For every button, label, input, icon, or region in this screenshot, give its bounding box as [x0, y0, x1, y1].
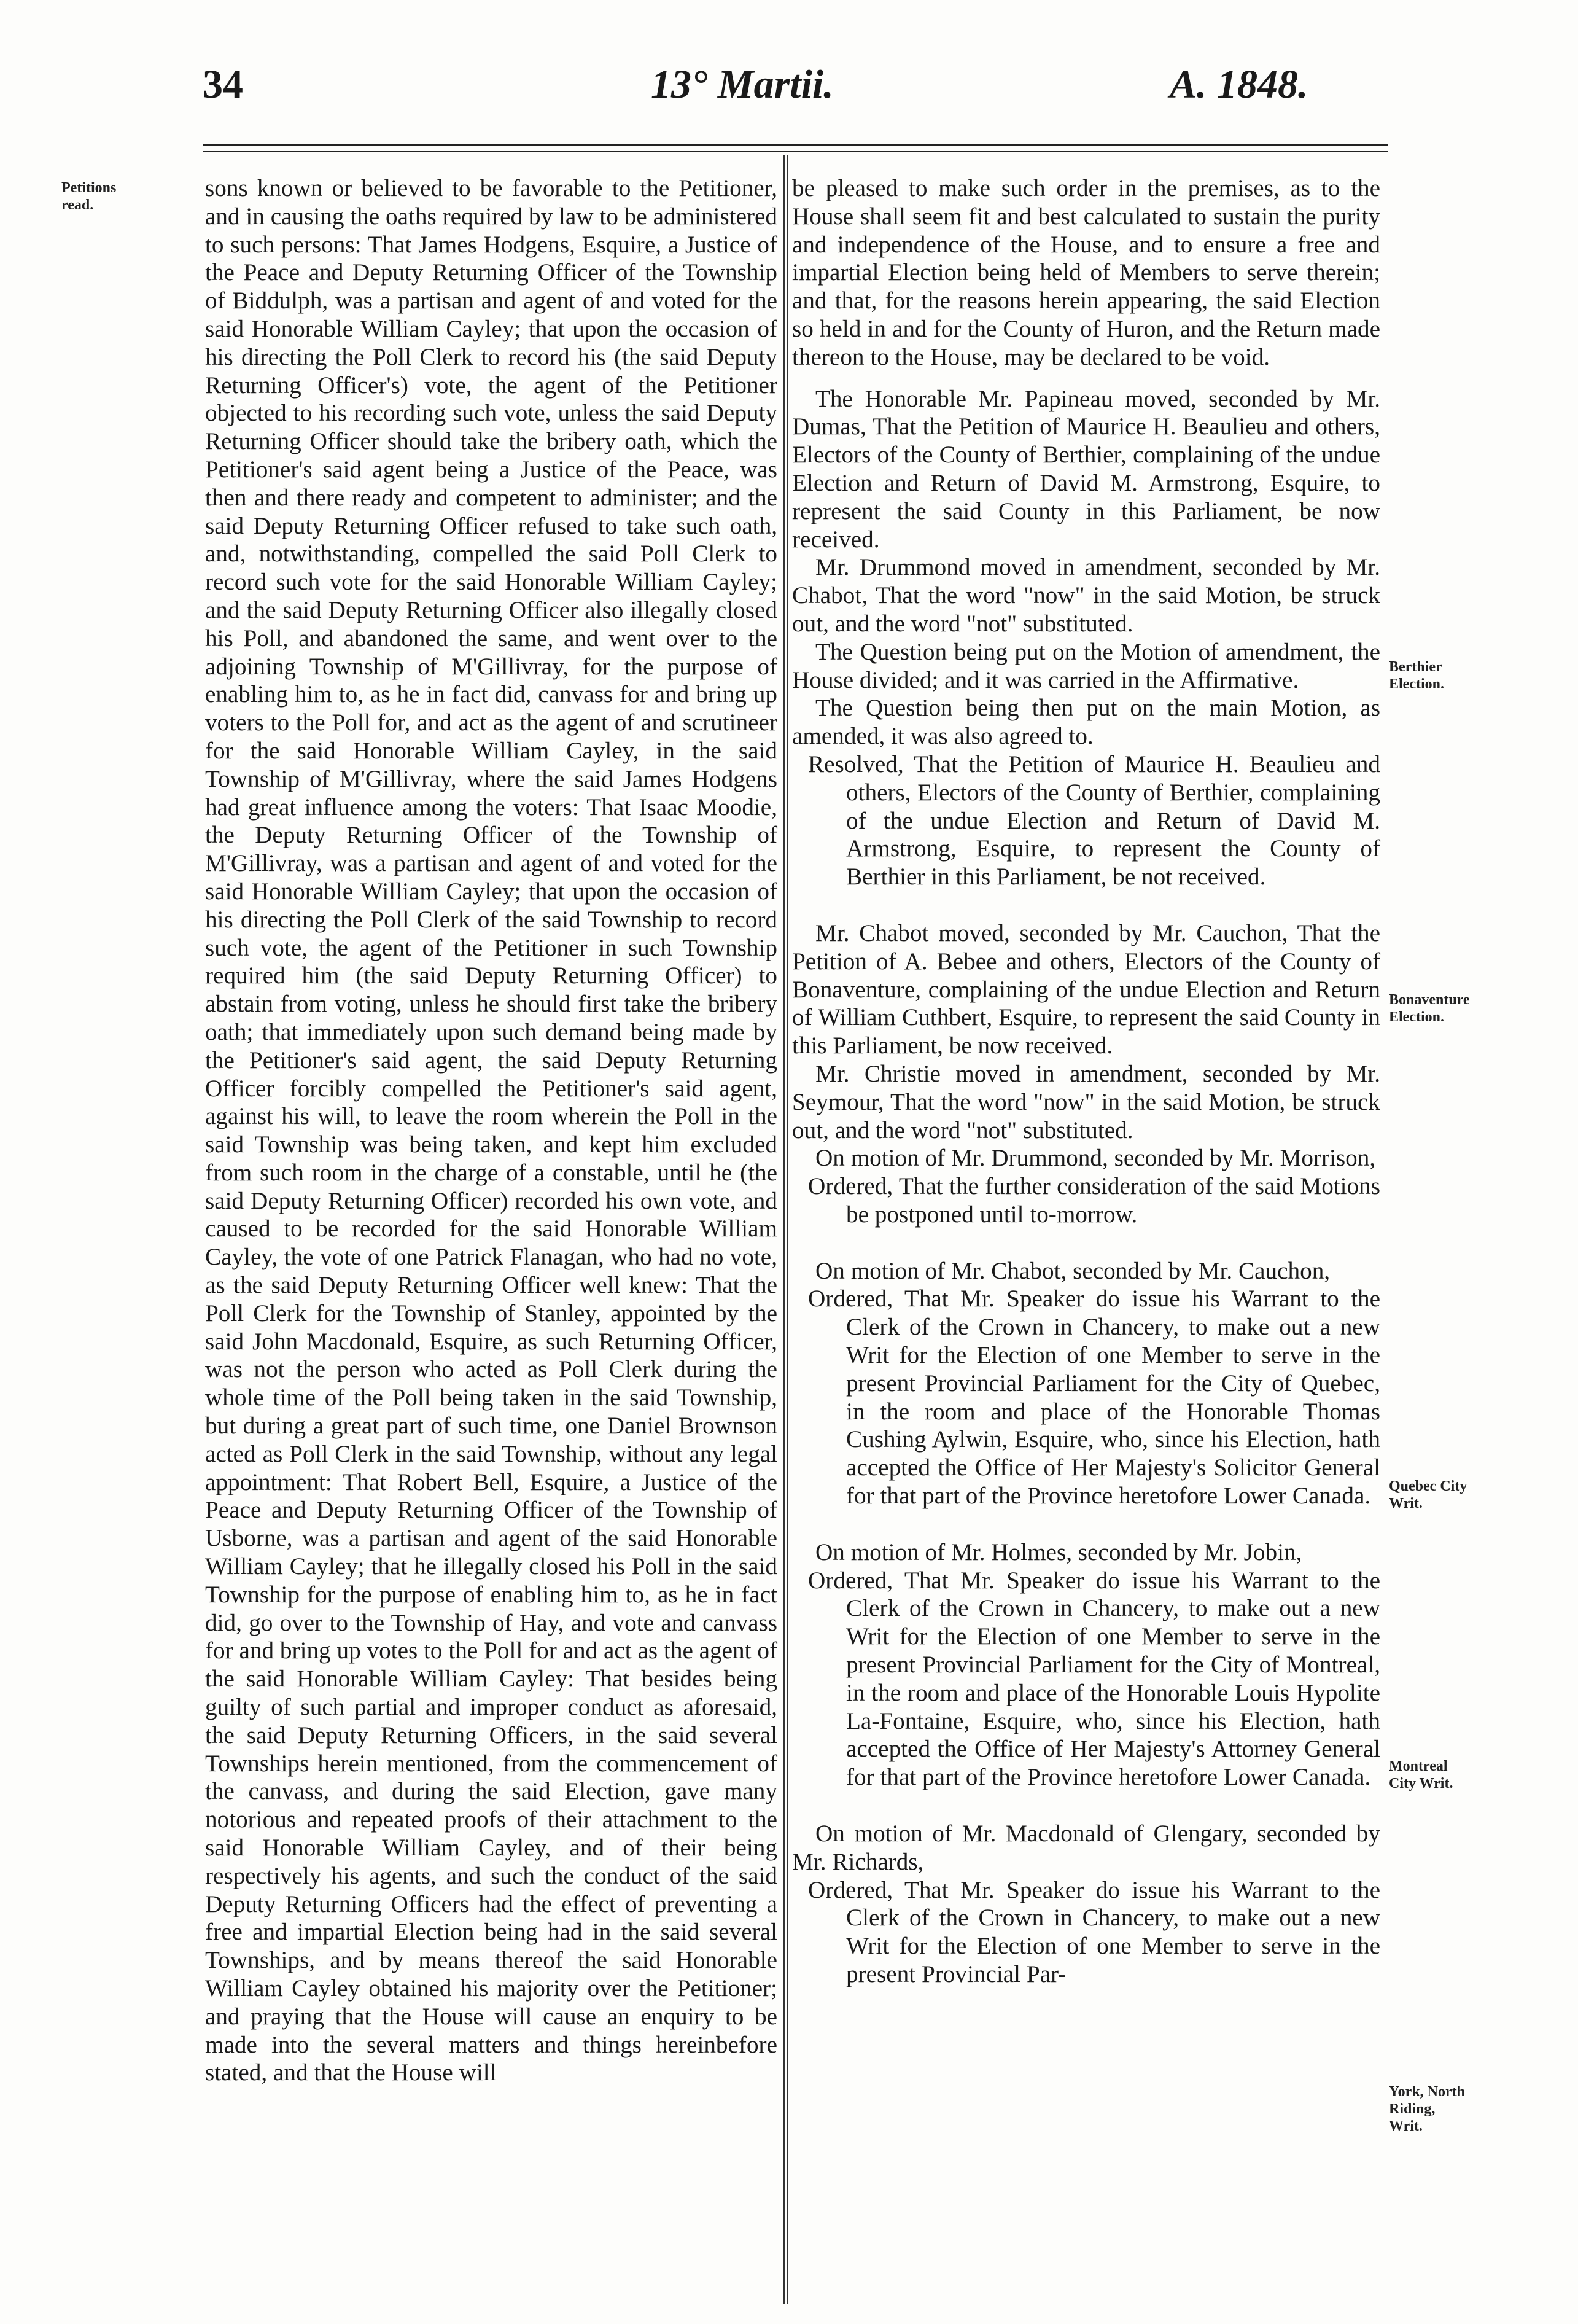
column-divider-right-line — [787, 155, 788, 2304]
margin-note-montreal: Montreal City Writ. — [1389, 1758, 1453, 1792]
margin-note-york: York, North Riding, Writ. — [1389, 2084, 1465, 2134]
left-paragraph-petition-text: sons known or believed to be favorable to the Petitioner, and in causing the oaths required by law to be administered to such persons: That James Hodgens, Esquire, a Justice of the Peace and Deputy Returning Officer of the Township of Biddulph, was a partisan and agent of and voted for the said Honorable William Cayley; that upon the occasion of his directing the Poll Clerk to record his (the said Deputy Returning Officer's) vote, the agent of the Petitioner objected to his recording such vote, unless the said Deputy Returning Officer should take the bribery oath, which the Petitioner's said agent being a Justice of the Peace, was then and there ready and competent to administer; and the said Deputy Returning Officer refused to take such oath, and, notwithstanding, compelled the said Poll Clerk to record such vote for the said Honorable William Cayley; and the said Deputy Returning Officer also illegally closed his Poll, and abandoned the same, and went over to the adjoining Township of M'Gillivray, for the purpose of enabling him to, as he in fact did, canvass for and bring up voters to the Poll for, and act as the agent of and scrutineer for the said Honorable William Cayley, in the said Township of M'Gillivray, where the said James Hodgens had great influence among the voters: That Isaac Moodie, the Deputy Returning Officer of the Township of M'Gillivray, was a partisan and agent of and voted for the said Honorable William Cayley; that upon the occasion of his directing the Poll Clerk of the said Township to record such vote, the agent of the Petitioner in such Township required him (the said Deputy Returning Officer) to abstain from voting, unless he should first take the bribery oath; that immediately upon such demand being made by the Petitioner's said agent, the said Deputy Returning Officer forcibly compelled the Petitioner's said agent, against his will, to leave the room wherein the Poll in the said Township was being taken, and kept him excluded from such room in the charge of a constable, until he (the said Deputy Returning Officer) recorded his own vote, and caused to be recorded for the said Honorable William Cayley, the vote of one Patrick Flanagan, who had no vote, as the said Deputy Returning Officer well knew: That the Poll Clerk for the Township of Stanley, appointed by the said John Macdonald, Esquire, as such Returning Officer, was not the person who acted as Poll Clerk during the whole time of the Poll being taken in the said Township, but during a great part of such time, one Daniel Brownson acted as Poll Clerk in the said Township, without any legal appointment: That Robert Bell, Esquire, a Justice of the Peace and Deputy Returning Officer of the Township of Usborne, was a partisan and agent of the said Honorable William Cayley; that he illegally closed his Poll in the said Township for the purpose of enabling him to, as he in fact did, go over to the Township of Hay, and vote and canvass for and bring up votes to the Poll for and act as the agent of the said Honorable William Cayley: That besides being guilty of such partial and improper conduct as aforesaid, the said Deputy Returning Officers, in the said several Townships herein mentioned, from the commencement of the canvass, and during the said Election, gave many notorious and repeated proofs of their attachment to the said Honorable William Cayley, and of their being respectively his agents, and such the conduct of the said Deputy Returning Officers had the effect of preventing a free and impartial Election being had in the said several Townships, and by means thereof the said Honorable William Cayley obtained his majority over the Petitioner; and praying that the House will cause an enquiry to be made into the several matters and things hereinbefore stated, and that the House will — [205, 175, 777, 2086]
motion-bonaventure: Mr. Chabot moved, seconded by Mr. Cauchon, That the Petition of A. Bebee and others, Electors of the County of Bonaventure, complaining of the undue Election and Return of William Cuthbert, Esquire, to represent the said County in this Parliament, be now received. — [792, 919, 1380, 1059]
motion-chabot: On motion of Mr. Chabot, seconded by Mr. Cauchon, — [815, 1257, 1331, 1284]
margin-note-bonaventure: Bonaventure Election. — [1389, 992, 1470, 1025]
header-rule-bottom — [203, 151, 1388, 152]
motion-holmes: On motion of Mr. Holmes, seconded by Mr. Jobin, — [815, 1538, 1302, 1566]
margin-note-berthier: Berthier Election. — [1389, 659, 1444, 692]
page-header — [0, 54, 1578, 122]
amendment-bonaventure: Mr. Christie moved in amendment, seconded by Mr. Seymour, That the word "now" in the said Motion, be struck out, and the word "not" substituted. — [792, 1060, 1380, 1144]
resolved-berthier: Resolved, That the Petition of Maurice H. Beaulieu and others, Electors of the County of Berthier, complaining of the undue Election and Return of David M. Armstrong, Esquire, to represent the County of Berthier in this Parliament, be not received. — [808, 751, 1380, 891]
column-divider-left-line — [783, 155, 785, 2304]
question-amendment: The Question being put on the Motion of amendment, the House divided; and it was carried in the Affirmative. — [792, 638, 1380, 693]
page-title: 13° Martii. — [651, 62, 834, 107]
question-main-motion: The Question being then put on the main Motion, as amended, it was also agreed to. — [792, 695, 1380, 750]
ordered-quebec-writ: Ordered, That Mr. Speaker do issue his Warrant to the Clerk of the Crown in Chancery, to make out a new Writ for the Election of one Member to serve in the present Provincial Parliament for the City of Quebec, in the room and place of the Honorable Thomas Cushing Aylwin, Esquire, who, since his Election, hath accepted the Office of Her Majesty's Solicitor General for that part of the Province heretofore Lower Canada. — [808, 1285, 1380, 1510]
motion-drummond: On motion of Mr. Drummond, seconded by Mr. Morrison, — [815, 1145, 1376, 1172]
right-paragraph-petition-end: be pleased to make such order in the premises, as to the House shall seem fit and best calculated to sustain the purity and independence of the House, and to ensure a free and impartial Election being held of Members to serve therein; and that, for the reasons herein appearing, the said Election so held in and for the County of Huron, and the Return made thereon to the House, may be declared to be void. — [792, 175, 1380, 370]
margin-note-quebec: Quebec City Writ. — [1389, 1478, 1467, 1511]
left-column — [205, 174, 777, 2087]
amendment-berthier: Mr. Drummond moved in amendment, seconded by Mr. Chabot, That the word "now" in the said Motion, be struck out, and the word "not" substituted. — [792, 554, 1380, 637]
motion-macdonald: On motion of Mr. Macdonald of Glengary, seconded by Mr. Richards, — [792, 1820, 1380, 1875]
right-column — [792, 174, 1380, 1989]
ordered-postponed: Ordered, That the further consideration of the said Motions be postponed until to-morrow. — [808, 1173, 1380, 1228]
page-year: A. 1848. — [1170, 62, 1308, 107]
ordered-york-writ: Ordered, That Mr. Speaker do issue his Warrant to the Clerk of the Crown in Chancery, to make out a new Writ for the Election of one Member to serve in the present Provincial Par- — [808, 1876, 1380, 1988]
header-rule-top — [203, 144, 1388, 146]
margin-note-petitions-read: Petitions read. — [61, 180, 117, 213]
motion-berthier: The Honorable Mr. Papineau moved, seconded by Mr. Dumas, That the Petition of Maurice H. Beaulieu and others, Electors of the County of Berthier, complaining of the undue Election and Return of David M. Armstrong, Esquire, to represent the said County in this Parliament, be now received. — [792, 385, 1380, 553]
ordered-montreal-writ: Ordered, That Mr. Speaker do issue his Warrant to the Clerk of the Crown in Chancery, to make out a new Writ for the Election of one Member to serve in the present Provincial Parliament for the City of Montreal, in the room and place of the Honorable Louis Hypolite La-Fontaine, Esquire, who, since his Election, hath accepted the Office of Her Majesty's Attorney General for that part of the Province heretofore Lower Canada. — [808, 1567, 1380, 1791]
page-number: 34 — [203, 62, 243, 107]
